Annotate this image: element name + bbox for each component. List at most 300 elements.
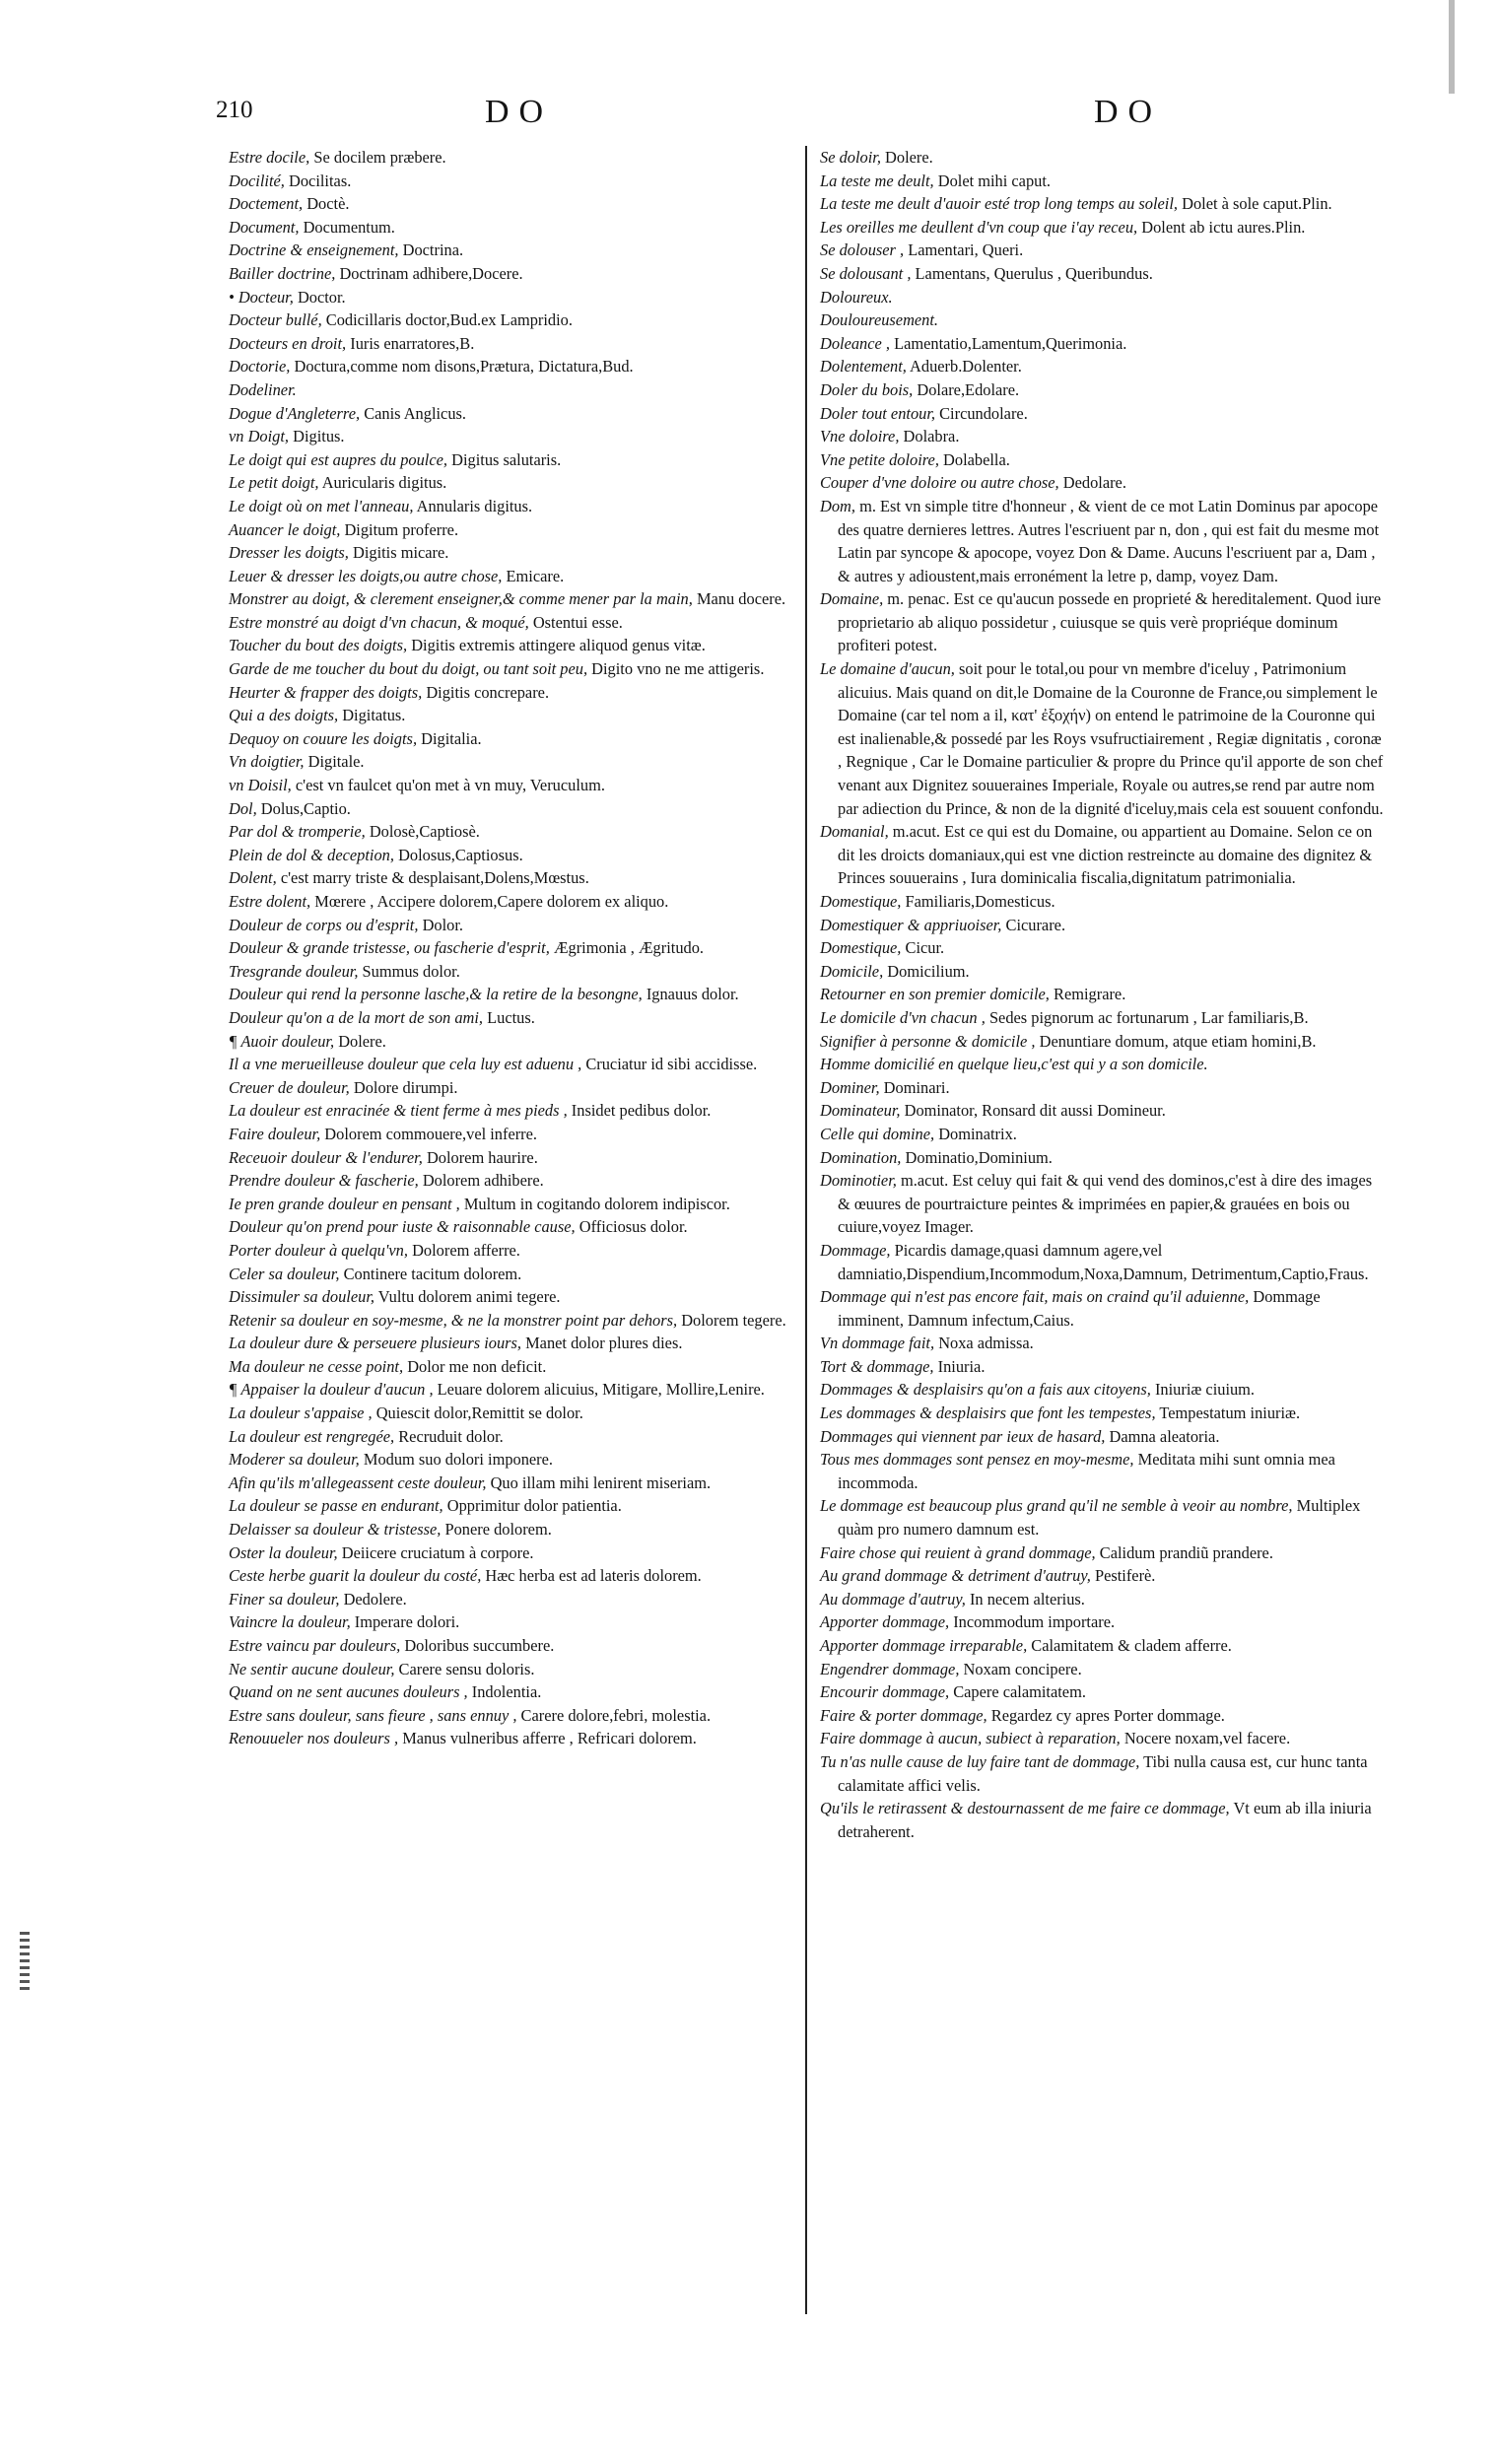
entry-gloss: Dolare,Edolare. (917, 379, 1020, 399)
entry-gloss: Dolosè,Captiosè. (369, 822, 480, 842)
entry-gloss: Doctura,comme nom disons,Prætura, Dictatura,Bud. (294, 357, 634, 376)
dictionary-entry (229, 634, 790, 657)
dictionary-entry (229, 1123, 790, 1146)
dictionary-entry (820, 914, 1387, 937)
entry-term: Le doigt où on met l'anneau, (229, 496, 414, 515)
entry-term: Le domaine d'aucun, (820, 659, 955, 679)
entry-gloss: Sedes pignorum ac fortunarum , Lar familiaris,B. (988, 1007, 1309, 1027)
entry-gloss: Damna aleatoria. (1109, 1426, 1220, 1446)
entry-gloss: Calamitatem & cladem afferre. (1031, 1636, 1232, 1655)
dictionary-entry (229, 1448, 790, 1472)
entry-gloss: Dolorem tegere. (681, 1310, 786, 1330)
entry-term: Dommage, (820, 1240, 891, 1260)
entry-gloss: Dommage imminent, Damnum infectum,Caius. (838, 1287, 1321, 1330)
dictionary-entry (229, 890, 790, 914)
entry-term: vn Doisil, (229, 776, 292, 795)
entry-term: Les oreilles me deullent d'vn coup que i'ay receu, (820, 217, 1138, 237)
entry-term: Estre docile, (229, 148, 310, 167)
entry-term: Le doigt qui est aupres du poulce, (229, 449, 448, 469)
entry-gloss: Hæc herba est ad lateris dolorem. (485, 1566, 702, 1586)
entry-gloss: Dolorem commouere,vel inferre. (324, 1124, 538, 1143)
dictionary-entry (229, 1704, 790, 1728)
dictionary-entry (229, 216, 790, 240)
entry-gloss: Dolor me non deficit. (407, 1356, 547, 1376)
entry-term: Douleur qu'on a de la mort de son ami, (229, 1007, 484, 1027)
entry-term: Retenir sa douleur en soy-mesme, & ne la monstrer point par dehors, (229, 1310, 678, 1330)
dictionary-entry (229, 820, 790, 844)
entry-gloss: Digitale. (307, 752, 365, 772)
entry-gloss: Iniuriæ ciuium. (1154, 1380, 1256, 1400)
dictionary-entry (229, 495, 790, 518)
entry-term: Docilité, (229, 171, 285, 190)
entry-term: ¶ Appaiser la douleur d'aucun , (229, 1380, 434, 1400)
entry-gloss: Noxa admissa. (938, 1334, 1034, 1353)
entry-gloss: Quiescit dolor,Remittit se dolor. (375, 1403, 583, 1423)
dictionary-entry (820, 308, 1387, 332)
dictionary-entry (229, 866, 790, 890)
dictionary-entry (229, 1518, 790, 1541)
entry-term: Vne petite doloire, (820, 449, 939, 469)
dictionary-entry (820, 1123, 1387, 1146)
entry-term: Douloureusement. (820, 310, 939, 330)
dictionary-entry (229, 1332, 790, 1355)
entry-gloss: Doctrina. (402, 240, 464, 260)
entry-gloss: Ostentui esse. (532, 612, 623, 632)
entry-gloss: Dolor. (422, 915, 463, 934)
entry-gloss: Nocere noxam,vel facere. (1123, 1729, 1291, 1748)
entry-term: Dissimuler sa douleur, (229, 1287, 374, 1307)
entry-gloss: Aduerb.Dolenter. (910, 357, 1022, 376)
entry-term: La douleur est enracinée & tient ferme à mes pieds , (229, 1101, 568, 1121)
entry-gloss: soit pour le total,ou pour vn membre d'iceluy , Patrimonium alicuius. Mais quand on dit,le Domaine de la Couronne de France,ou simplement le Domaine (car tel nom a il, κατ' ἐξοχήν) on entend le patrimoine de la Couronne qui est inalienable,& possedé par les Roys vsufructiairement , Regiæ dignitatis , coronæ , Regnique , Car le Domaine particulier & propre du Prince qu'il apporte de son chef venant aux Dignitez souueraines Imperiale, Royale ou autres,se rend par autre nom par adiection du Prince, & non de la dignité d'iceluy,mais cela est souuent confondu. (838, 659, 1384, 818)
entry-term: Dequoy on couure les doigts, (229, 728, 418, 748)
dictionary-entry (229, 1239, 790, 1263)
entry-gloss: Leuare dolorem alicuius, Mitigare, Mollire,Lenire. (437, 1380, 765, 1400)
dictionary-entry (229, 1727, 790, 1750)
entry-term: Qu'ils le retirassent & destournassent de me faire ce dommage, (820, 1799, 1230, 1818)
entry-gloss: Circundolare. (939, 403, 1028, 423)
entry-term: Faire chose qui reuient à grand dommage, (820, 1542, 1096, 1562)
entry-term: Douleur qui rend la personne lasche,& la retire de la besongne, (229, 985, 643, 1004)
entry-gloss: Calidum prandiũ prandere. (1099, 1542, 1273, 1562)
entry-term: Faire & porter dommage, (820, 1705, 987, 1725)
margin-mark (20, 1932, 30, 1991)
entry-gloss: Remigrare. (1054, 985, 1126, 1004)
entry-gloss: Continere tacitum dolorem. (343, 1264, 522, 1283)
entry-gloss: Officiosus dolor. (578, 1217, 688, 1237)
dictionary-entry (820, 1355, 1387, 1379)
dictionary-entry (229, 936, 790, 960)
dictionary-entry (229, 1658, 790, 1681)
dictionary-entry (820, 495, 1387, 587)
running-head-left: DO (485, 94, 554, 130)
entry-gloss: Noxam concipere. (963, 1659, 1082, 1678)
dictionary-entry (229, 402, 790, 426)
entry-gloss: Ponere dolorem. (444, 1520, 552, 1540)
entry-gloss: Quo illam mihi lenirent miseriam. (490, 1472, 712, 1492)
entry-term: Prendre douleur & fascherie, (229, 1171, 419, 1191)
entry-gloss: Familiaris,Domesticus. (905, 892, 1055, 911)
entry-term: Monstrer au doigt, & clerement enseigner,& comme mener par la main, (229, 589, 693, 609)
entry-term: Dolent, (229, 868, 277, 888)
entry-gloss: Digitis concrepare. (426, 682, 550, 702)
entry-gloss: Dolabella. (943, 449, 1010, 469)
entry-gloss: Dominatrix. (938, 1124, 1017, 1143)
entry-gloss: Canis Anglicus. (364, 403, 466, 423)
dictionary-entry (229, 308, 790, 332)
entry-gloss: Capere calamitatem. (953, 1682, 1086, 1702)
entry-gloss: Opprimitur dolor patientia. (446, 1496, 622, 1516)
entry-term: Faire dommage à aucun, subiect à reparation, (820, 1729, 1121, 1748)
entry-term: Vaincre la douleur, (229, 1612, 351, 1632)
right-column (820, 146, 1387, 1843)
entry-term: Quand on ne sent aucunes douleurs , (229, 1682, 468, 1702)
dictionary-entry (820, 262, 1387, 286)
dictionary-entry (229, 914, 790, 937)
entry-gloss: Recruduit dolor. (398, 1426, 504, 1446)
entry-gloss: In necem alterius. (969, 1589, 1085, 1608)
dictionary-entry (820, 1169, 1387, 1239)
dictionary-entry (229, 332, 790, 356)
entry-term: Doloureux. (820, 287, 893, 307)
entry-term: Le petit doigt, (229, 473, 319, 493)
entry-gloss: Luctus. (487, 1007, 535, 1027)
dictionary-entry (229, 1006, 790, 1030)
entry-term: Domestiquer & appriuoiser, (820, 915, 1002, 934)
dictionary-entry (229, 1634, 790, 1658)
dictionary-entry (820, 1680, 1387, 1704)
entry-gloss: Dedolere. (343, 1589, 407, 1608)
entry-term: Se doloir, (820, 148, 881, 167)
entry-term: Toucher du bout des doigts, (229, 636, 408, 655)
dictionary-entry (229, 1588, 790, 1611)
dictionary-entry (820, 1030, 1387, 1054)
entry-term: Douleur de corps ou d'esprit, (229, 915, 419, 934)
dictionary-entry (820, 1564, 1387, 1588)
entry-term: Les dommages & desplaisirs que font les tempestes, (820, 1403, 1156, 1423)
dictionary-entry (229, 192, 790, 216)
dictionary-entry (820, 425, 1387, 448)
entry-term: Afin qu'ils m'allegeassent ceste douleur, (229, 1472, 487, 1492)
entry-gloss: Dedolare. (1062, 473, 1126, 493)
entry-gloss: Iuris enarratores,B. (350, 333, 475, 353)
entry-gloss: Dolent ab ictu aures.Plin. (1141, 217, 1306, 237)
entry-term: Porter douleur à quelqu'vn, (229, 1240, 408, 1260)
entry-term: vn Doigt, (229, 427, 290, 446)
entry-gloss: Digitis extremis attingere aliquod genus vitæ. (411, 636, 706, 655)
entry-gloss: Se docilem præbere. (313, 148, 446, 167)
entry-term: Apporter dommage, (820, 1612, 950, 1632)
entry-gloss: Doctrinam adhibere,Docere. (339, 263, 523, 283)
entry-term: Domestique, (820, 892, 902, 911)
dictionary-entry (820, 1285, 1387, 1332)
entry-term: Garde de me toucher du bout du doigt, ou tant soit peu, (229, 659, 588, 679)
dictionary-entry (229, 425, 790, 448)
dictionary-entry (820, 471, 1387, 495)
entry-term: ¶ Auoir douleur, (229, 1031, 335, 1051)
dictionary-entry (820, 1146, 1387, 1170)
entry-gloss: Indolentia. (471, 1682, 542, 1702)
entry-term: La teste me deult d'auoir esté trop long temps au soleil, (820, 194, 1179, 214)
dictionary-entry (229, 262, 790, 286)
dictionary-entry (820, 170, 1387, 193)
entry-gloss: Emicare. (506, 566, 565, 585)
entry-gloss: Lamentans, Querulus , Queribundus. (915, 263, 1153, 283)
dictionary-entry (229, 1610, 790, 1634)
entry-term: Il a vne merueilleuse douleur que cela luy est aduenu , (229, 1055, 582, 1074)
dictionary-entry (229, 960, 790, 984)
entry-term: Doler du bois, (820, 379, 914, 399)
entry-term: La teste me deult, (820, 171, 934, 190)
dictionary-entry (229, 170, 790, 193)
dictionary-entry (229, 774, 790, 797)
entry-gloss: Codicillaris doctor,Bud.ex Lampridio. (325, 310, 573, 330)
dictionary-entry (229, 1263, 790, 1286)
dictionary-entry (820, 192, 1387, 216)
entry-term: Dresser les doigts, (229, 543, 349, 563)
entry-gloss: Digitus. (293, 427, 345, 446)
entry-gloss: Manet dolor plures dies. (525, 1334, 683, 1353)
entry-term: Vn dommage fait, (820, 1334, 935, 1353)
dictionary-entry (820, 239, 1387, 262)
entry-gloss: Domicilium. (887, 961, 970, 981)
dictionary-entry (820, 1750, 1387, 1797)
dictionary-entry (820, 1425, 1387, 1449)
dictionary-entry (820, 820, 1387, 890)
entry-term: Dommage qui n'est pas encore fait, mais on craind qu'il aduienne, (820, 1287, 1250, 1307)
dictionary-entry (229, 565, 790, 588)
dictionary-entry (820, 657, 1387, 820)
dictionary-entry (820, 216, 1387, 240)
entry-term: Le domicile d'vn chacun , (820, 1007, 986, 1027)
dictionary-entry (229, 983, 790, 1006)
entry-gloss: Digito vno ne me attigeris. (591, 659, 765, 679)
entry-term: Encourir dommage, (820, 1682, 950, 1702)
entry-term: Doctement, (229, 194, 304, 214)
entry-term: Ie pren grande douleur en pensant , (229, 1194, 460, 1213)
entry-term: Au grand dommage & detriment d'autruy, (820, 1566, 1091, 1586)
entry-term: Domination, (820, 1147, 902, 1167)
dictionary-entry (229, 239, 790, 262)
entry-term: Domanial, (820, 822, 889, 842)
entry-term: Celer sa douleur, (229, 1264, 340, 1283)
entry-gloss: Dolorem adhibere. (422, 1171, 544, 1191)
entry-gloss: Dolorem haurire. (426, 1147, 538, 1167)
entry-gloss: Ægrimonia , Ægritudo. (553, 938, 704, 958)
entry-term: Par dol & tromperie, (229, 822, 366, 842)
dictionary-entry (229, 657, 790, 681)
entry-gloss: Cruciatur id sibi accidisse. (585, 1055, 758, 1074)
dictionary-entry (820, 1402, 1387, 1425)
entry-gloss: Iniuria. (937, 1356, 986, 1376)
dictionary-entry (229, 587, 790, 611)
column-divider (805, 146, 807, 2314)
entry-gloss: Dominatio,Dominium. (905, 1147, 1053, 1167)
entry-term: Doctorie, (229, 357, 291, 376)
dictionary-entry (229, 681, 790, 705)
entry-term: Doctrine & enseignement, (229, 240, 399, 260)
dictionary-entry (820, 1239, 1387, 1285)
entry-term: Douleur qu'on prend pour iuste & raisonnable cause, (229, 1217, 576, 1237)
dictionary-entry (820, 378, 1387, 402)
entry-term: Domicile, (820, 961, 884, 981)
entry-term: Delaisser sa douleur & tristesse, (229, 1520, 442, 1540)
entry-term: Ne sentir aucune douleur, (229, 1659, 395, 1678)
dictionary-entry (229, 704, 790, 727)
dictionary-entry (820, 1727, 1387, 1750)
dictionary-entry (229, 378, 790, 402)
entry-term: Dominer, (820, 1077, 880, 1097)
entry-gloss: Ignauus dolor. (646, 985, 739, 1004)
dictionary-entry (229, 1285, 790, 1309)
dictionary-entry (229, 1309, 790, 1333)
entry-term: Domestique, (820, 938, 902, 958)
entry-term: Domaine, (820, 589, 884, 609)
entry-term: Dol, (229, 798, 257, 818)
dictionary-entry (820, 1053, 1387, 1076)
entry-term: Plein de dol & deception, (229, 845, 394, 864)
dictionary-entry (820, 1332, 1387, 1355)
entry-gloss: Deiicere cruciatum à corpore. (341, 1542, 534, 1562)
entry-gloss: Digitum proferre. (344, 519, 459, 539)
dictionary-entry (229, 1355, 790, 1379)
dictionary-entry (229, 1099, 790, 1123)
dictionary-entry (820, 1006, 1387, 1030)
dictionary-entry (820, 1610, 1387, 1634)
entry-gloss: Carere dolore,febri, molestia. (520, 1705, 712, 1725)
entry-term: Apporter dommage irreparable, (820, 1636, 1028, 1655)
entry-term: Estre vaincu par douleurs, (229, 1636, 401, 1655)
dictionary-entry (229, 1215, 790, 1239)
entry-term: Tu n'as nulle cause de luy faire tant de dommage, (820, 1751, 1140, 1771)
entry-term: Au dommage d'autruy, (820, 1589, 966, 1608)
dictionary-entry (820, 1588, 1387, 1611)
entry-term: Estre sans douleur, sans fieure , sans ennuy , (229, 1705, 517, 1725)
entry-term: Dom, (820, 496, 855, 515)
page-number: 210 (216, 97, 253, 123)
entry-term: Dominotier, (820, 1171, 897, 1191)
entry-term: Leuer & dresser les doigts,ou autre chose, (229, 566, 503, 585)
entry-term: La douleur se passe en endurant, (229, 1496, 443, 1516)
entry-term: La douleur est rengregée, (229, 1426, 395, 1446)
entry-gloss: Modum suo dolori imponere. (363, 1450, 554, 1470)
entry-term: Bailler doctrine, (229, 263, 336, 283)
running-head-right: DO (1094, 94, 1163, 130)
dictionary-entry (820, 1658, 1387, 1681)
entry-term: Renouueler nos douleurs , (229, 1729, 399, 1748)
entry-gloss: c'est marry triste & desplaisant,Dolens,Mœstus. (280, 868, 589, 888)
entry-gloss: m. Est vn simple titre d'honneur , & vient de ce mot Latin Dominus par apocope des quatre dernieres lettres. Autres l'escriuent par n, don , qui est fait du mesme mot Latin par syncope & apocope, voyez Don & Dame. Aucuns l'escriuent par a, Dam , & autres y adioustent,mais erronément la letre p, damp, voyez Dam. (838, 496, 1380, 585)
dictionary-entry (229, 1402, 790, 1425)
entry-gloss: Lamentatio,Lamentum,Querimonia. (894, 333, 1127, 353)
entry-term: Couper d'vne doloire ou autre chose, (820, 473, 1059, 493)
entry-term: Qui a des doigts, (229, 706, 339, 725)
dictionary-entry (229, 1076, 790, 1100)
dictionary-entry (229, 355, 790, 378)
entry-term: Estre dolent, (229, 892, 311, 911)
entry-term: La douleur s'appaise , (229, 1403, 373, 1423)
dictionary-entry (229, 1564, 790, 1588)
entry-term: Oster la douleur, (229, 1542, 338, 1562)
entry-gloss: Dolere. (338, 1031, 386, 1051)
entry-gloss: Pestiferè. (1094, 1566, 1156, 1586)
dictionary-entry (820, 890, 1387, 914)
entry-term: Ma douleur ne cesse point, (229, 1356, 404, 1376)
entry-term: Tresgrande douleur, (229, 961, 359, 981)
entry-gloss: Cicurare. (1005, 915, 1066, 934)
dictionary-entry (229, 1146, 790, 1170)
entry-gloss: Tempestatum iniuriæ. (1159, 1403, 1301, 1423)
dictionary-entry (229, 146, 790, 170)
entry-term: Heurter & frapper des doigts, (229, 682, 423, 702)
dictionary-entry (820, 1494, 1387, 1540)
dictionary-entry (229, 727, 790, 751)
dictionary-entry (229, 1378, 790, 1402)
entry-gloss: Multum in cogitando dolorem indipiscor. (463, 1194, 730, 1213)
dictionary-entry (229, 1541, 790, 1565)
dictionary-entry (229, 611, 790, 635)
dictionary-entry (820, 960, 1387, 984)
entry-gloss: Doctor. (297, 287, 346, 307)
dictionary-entry (229, 1680, 790, 1704)
entry-term: Tort & dommage, (820, 1356, 934, 1376)
entry-term: Auancer le doigt, (229, 519, 341, 539)
dictionary-entry (820, 1076, 1387, 1100)
entry-term: Vne doloire, (820, 427, 900, 446)
dictionary-entry (820, 286, 1387, 309)
dictionary-entry (229, 1494, 790, 1518)
entry-gloss: Vultu dolorem animi tegere. (377, 1287, 561, 1307)
entry-term: Docteur bullé, (229, 310, 322, 330)
entry-gloss: Manu docere. (696, 589, 786, 609)
dictionary-entry (820, 332, 1387, 356)
entry-gloss: Annularis digitus. (416, 496, 533, 515)
entry-term: Ceste herbe guarit la douleur du costé, (229, 1566, 482, 1586)
dictionary-entry (820, 355, 1387, 378)
entry-gloss: Dolus,Captio. (260, 798, 351, 818)
entry-term: Document, (229, 217, 300, 237)
entry-term: Tous mes dommages sont pensez en moy-mesme, (820, 1450, 1134, 1470)
entry-gloss: Auricularis digitus. (321, 473, 447, 493)
entry-gloss: Picardis damage,quasi damnum agere,vel damniatio,Dispendium,Incommodum,Noxa,Damnum, Detrimentum,Captio,Fraus. (838, 1240, 1369, 1283)
entry-term: Dolentement, (820, 357, 907, 376)
dictionary-entry (229, 750, 790, 774)
dictionary-entry (820, 1541, 1387, 1565)
entry-term: Se dolousant , (820, 263, 912, 283)
dictionary-entry (820, 448, 1387, 472)
entry-term: Faire douleur, (229, 1124, 321, 1143)
entry-term: Dominateur, (820, 1101, 901, 1121)
entry-term: Dommages & desplaisirs qu'on a fais aux citoyens, (820, 1380, 1151, 1400)
dictionary-entry (229, 1193, 790, 1216)
entry-gloss: Lamentari, Queri. (908, 240, 1024, 260)
dictionary-entry (229, 541, 790, 565)
entry-term: Douleur & grande tristesse, ou fascherie d'esprit, (229, 938, 550, 958)
dictionary-entry (820, 936, 1387, 960)
entry-gloss: Dominari. (883, 1077, 950, 1097)
entry-gloss: Summus dolor. (362, 961, 460, 981)
entry-gloss: Documentum. (303, 217, 395, 237)
dictionary-entry (229, 448, 790, 472)
dictionary-entry (820, 1448, 1387, 1494)
entry-gloss: Meditata mihi sunt omnia mea incommoda. (838, 1450, 1335, 1492)
entry-gloss: Denuntiare domum, atque etiam homini,B. (1039, 1031, 1317, 1051)
entry-term: Engendrer dommage, (820, 1659, 960, 1678)
entry-gloss: Dolet mihi caput. (937, 171, 1051, 190)
entry-gloss: Dominator, Ronsard dit aussi Domineur. (904, 1101, 1166, 1121)
entry-gloss: m.acut. Est celuy qui fait & qui vend des dominos,c'est à dire des images & œuures de pourtraicture peintes & imprimées en papier,& grauées en bois ou cuiure,voyez Imager. (838, 1171, 1373, 1237)
entry-gloss: Regardez cy apres Porter dommage. (990, 1705, 1225, 1725)
